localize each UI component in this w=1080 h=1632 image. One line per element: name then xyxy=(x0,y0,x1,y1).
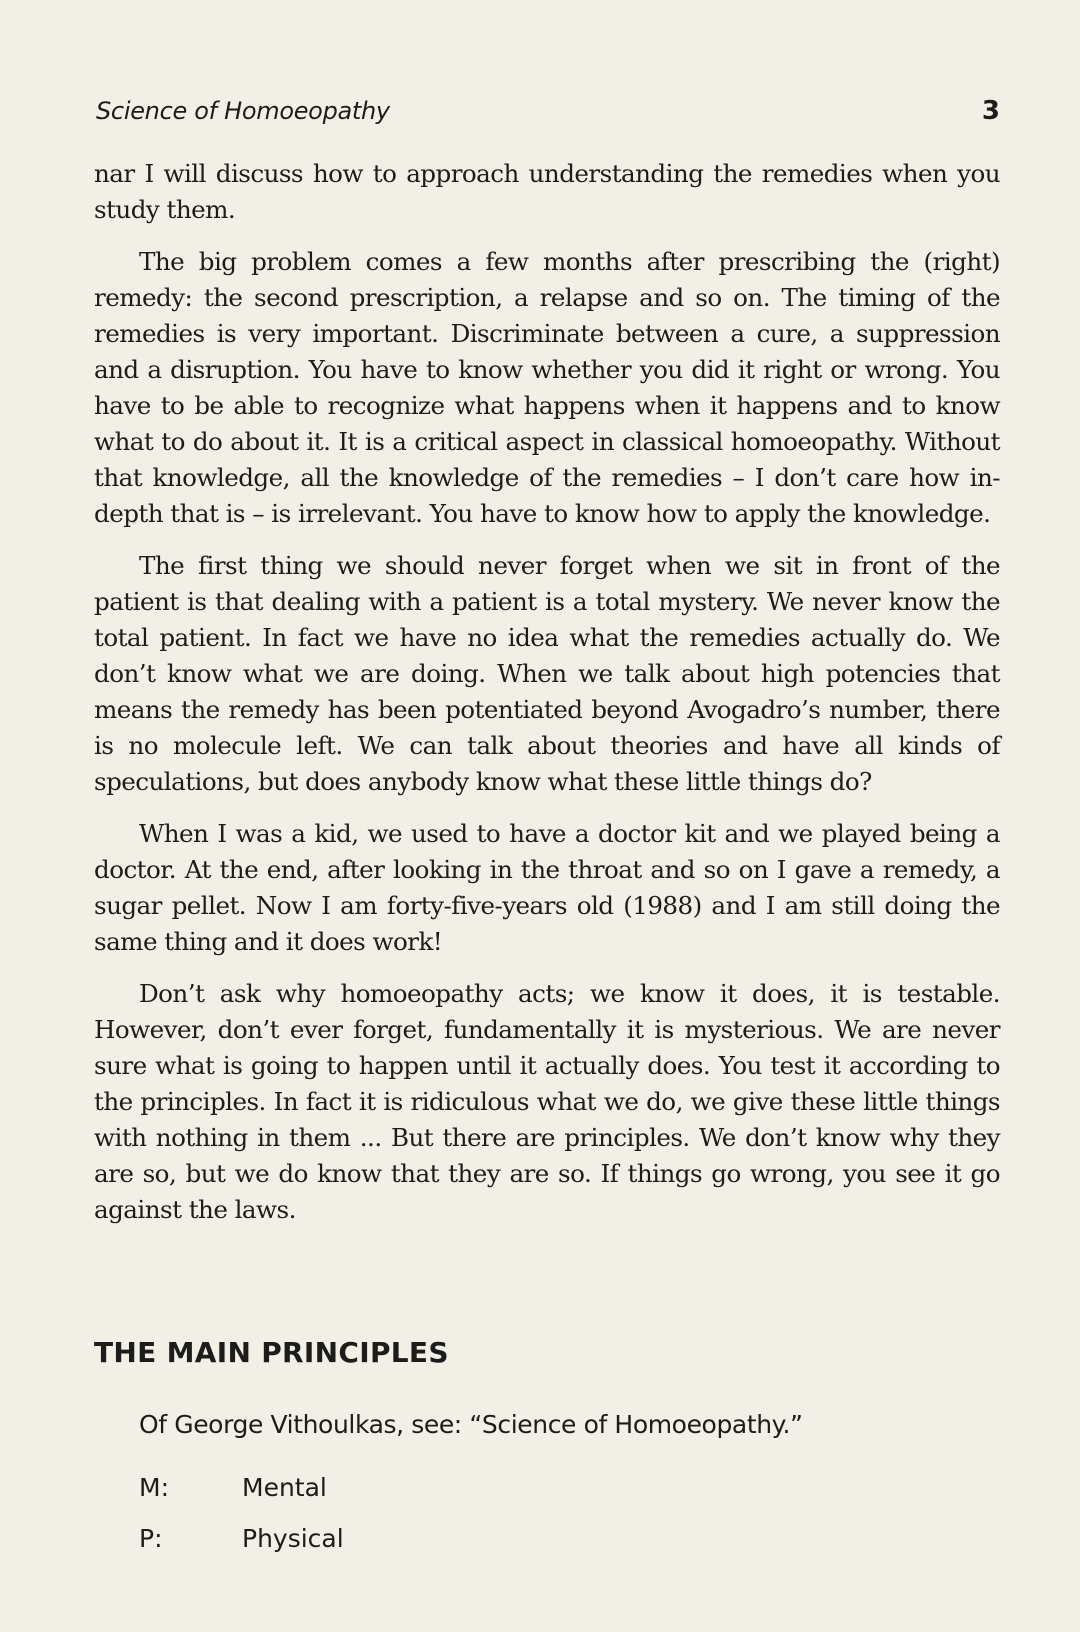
abbreviation-row xyxy=(139,1462,344,1513)
paragraph: Don’t ask why homoeopathy acts; we know it does, it is testable. However, don’t ever forget, fundamentally it is mysterious. We are never sure what is going to happen until it actually does. You test it according to the principles. In fact it is ridiculous what we do, we give these little things with nothing in them ... But there are principles. We don’t know why they are so, but we do know that they are so. If things go wrong, you see it go against the laws. xyxy=(94,979,1000,1224)
abbreviation-value: Mental xyxy=(242,1473,327,1502)
running-head xyxy=(96,96,1000,126)
paragraph-continued: nar I will discuss how to approach understanding the remedies when you study them. xyxy=(94,159,1000,224)
abbreviation-list xyxy=(139,1462,344,1564)
abbreviation-row xyxy=(139,1513,344,1564)
reference-line: Of George Vithoulkas, see: “Science of Homoeopathy.” xyxy=(139,1410,803,1439)
paragraph: The big problem comes a few months after prescribing the (right) remedy: the second prescription, a relapse and so on. The timing of the remedies is very important. Discriminate between a cure, a suppression and a disruption. You have to know whether you did it right or wrong. You have to be able to recognize what happens when it happens and to know what to do about it. It is a critical aspect in classical homoeopathy. Without that knowledge, all the knowledge of the remedies – I don’t care how in-depth that is – is irrelevant. You have to know how to apply the knowledge. xyxy=(94,247,1000,528)
paragraph: When I was a kid, we used to have a doctor kit and we played being a doctor. At the end, after looking in the throat and so on I gave a remedy, a sugar pellet. Now I am forty-five-years old (1988) and I am still doing the same thing and it does work! xyxy=(94,819,1000,956)
page-number: 3 xyxy=(981,96,1000,126)
abbreviation-key: P: xyxy=(139,1524,163,1553)
section-heading: THE MAIN PRINCIPLES xyxy=(94,1336,449,1369)
body-text xyxy=(94,156,1000,1244)
abbreviation-value: Physical xyxy=(242,1524,344,1553)
paragraph: The first thing we should never forget when we sit in front of the patient is that dealing with a patient is a total mystery. We never know the total patient. In fact we have no idea what the remedies actually do. We don’t know what we are doing. When we talk about high potencies that means the remedy has been potentiated beyond Avogadro’s number, there is no molecule left. We can talk about theories and have all kinds of speculations, but does anybody know what these little things do? xyxy=(94,551,1000,796)
abbreviation-key: M: xyxy=(139,1473,169,1502)
running-title: Science of Homoeopathy xyxy=(96,97,390,125)
